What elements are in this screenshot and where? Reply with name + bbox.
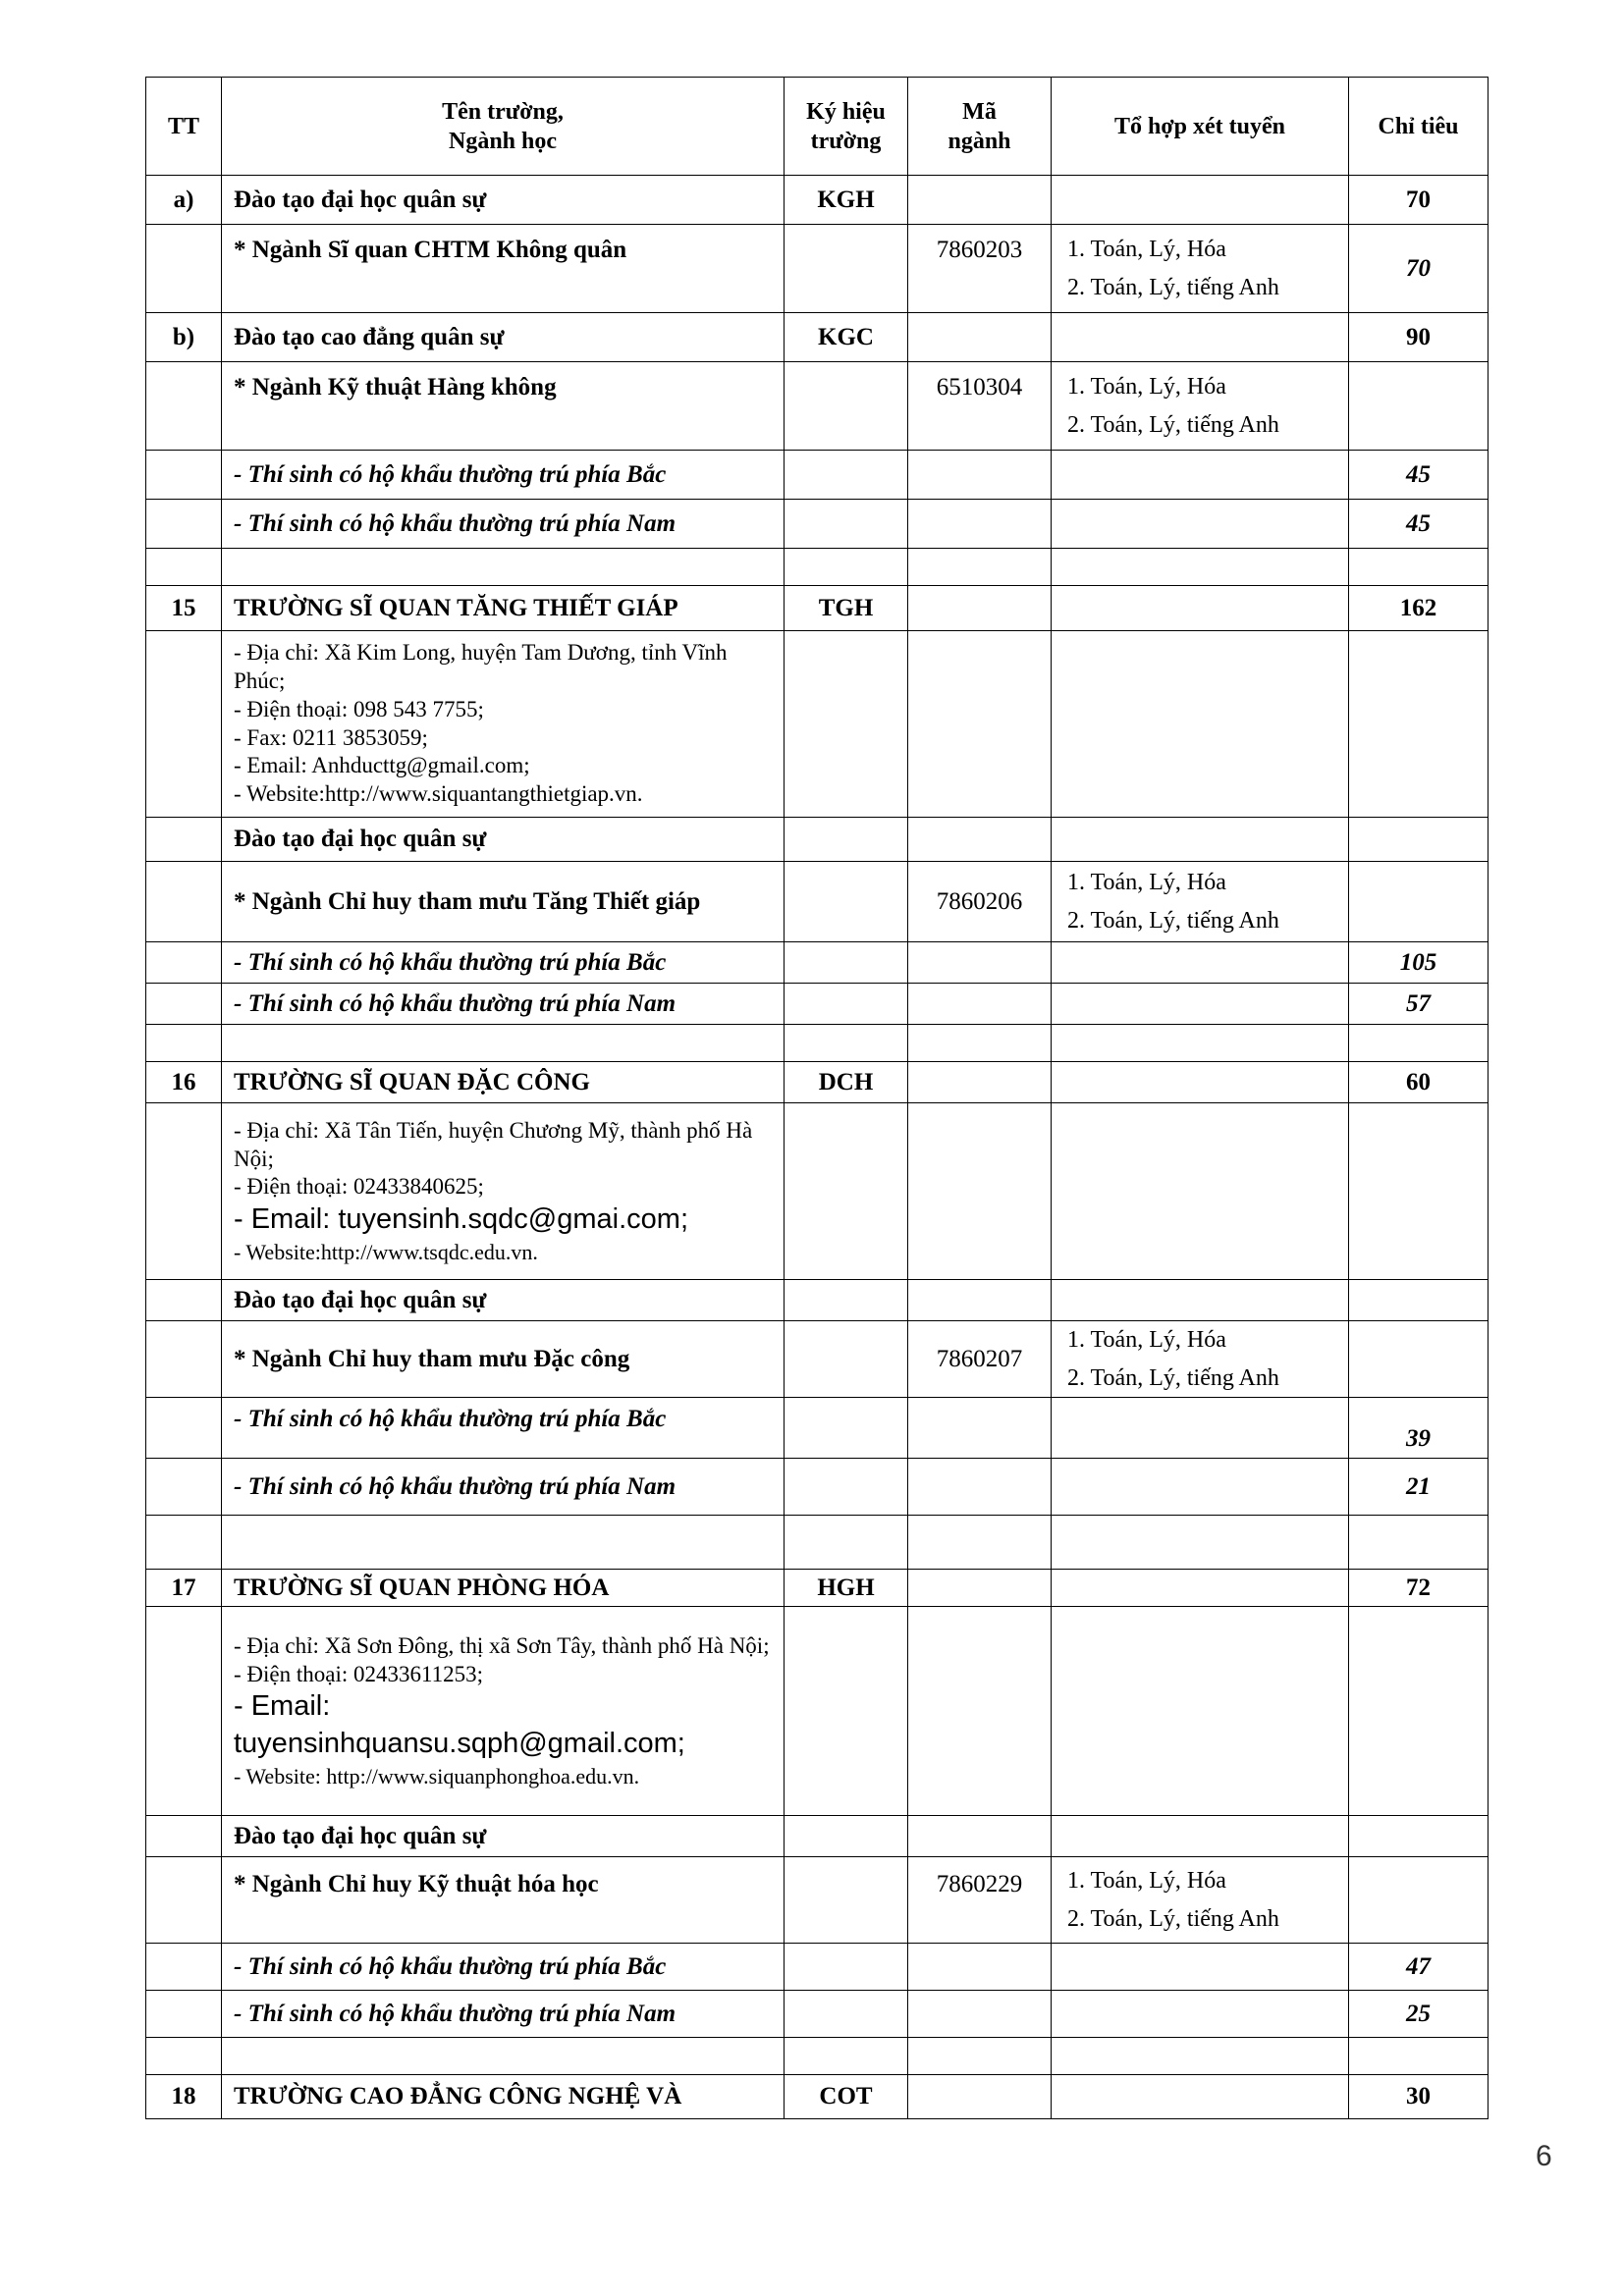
contact-info [222, 1607, 785, 1816]
school-tt: 17 [146, 1570, 222, 1607]
school-quota: 162 [1349, 586, 1489, 631]
website: - Website:http://www.siquantangthietgiap.vn. [234, 781, 643, 806]
region-south: - Thí sinh có hộ khẩu thường trú phía Nam [222, 1991, 785, 2038]
region-south: - Thí sinh có hộ khẩu thường trú phía Nam [222, 984, 785, 1025]
school-name: TRƯỜNG SĨ QUAN TĂNG THIẾT GIÁP [222, 586, 785, 631]
school-name: TRƯỜNG CAO ĐẲNG CÔNG NGHỆ VÀ [222, 2075, 785, 2119]
school-code: DCH [785, 1062, 908, 1103]
level-label: Đào tạo đại học quân sự [222, 1280, 785, 1321]
email: - Email: tuyensinh.sqdc@gmai.com; [234, 1203, 688, 1236]
school-row [146, 1570, 1489, 1607]
empty-row [146, 1516, 1489, 1570]
address: - Địa chỉ: Xã Tân Tiến, huyện Chương Mỹ, thành phố Hà Nội; [234, 1117, 753, 1171]
header-school-code: Ký hiệu trường [785, 78, 908, 176]
combo-cell: 1. Toán, Lý, Hóa 2. Toán, Lý, tiếng Anh [1052, 1857, 1349, 1944]
email: - Email: tuyensinhquansu.sqph@gmail.com; [234, 1690, 685, 1759]
table-row [146, 862, 1489, 942]
row-code: KGH [785, 176, 908, 225]
school-tt: 16 [146, 1062, 222, 1103]
admissions-table [145, 77, 1489, 2119]
table-row [146, 984, 1489, 1025]
header-school-name: Tên trường, Ngành học [222, 78, 785, 176]
table-row [146, 818, 1489, 862]
combo-cell: 1. Toán, Lý, Hóa 2. Toán, Lý, tiếng Anh [1052, 862, 1349, 942]
level-label: Đào tạo đại học quân sự [222, 818, 785, 862]
major-name: * Ngành Chỉ huy tham mưu Đặc công [222, 1321, 785, 1398]
row-quota: 47 [1349, 1944, 1489, 1991]
school-name: TRƯỜNG SĨ QUAN PHÒNG HÓA [222, 1570, 785, 1607]
website: - Website: http://www.siquanphonghoa.edu.vn. [234, 1763, 640, 1789]
major-code: 7860203 [908, 225, 1052, 313]
website: - Website:http://www.tsqdc.edu.vn. [234, 1239, 538, 1264]
empty-row [146, 549, 1489, 586]
major-name: * Ngành Kỹ thuật Hàng không [222, 362, 785, 451]
major-name: * Ngành Chỉ huy Kỹ thuật hóa học [222, 1857, 785, 1944]
table-row [146, 1944, 1489, 1991]
school-row [146, 1062, 1489, 1103]
level-label: Đào tạo đại học quân sự [222, 1816, 785, 1857]
header-quota: Chỉ tiêu [1349, 78, 1489, 176]
major-code: 7860229 [908, 1857, 1052, 1944]
table-row [146, 942, 1489, 984]
row-name: Đào tạo cao đẳng quân sự [222, 313, 785, 362]
row-quota: 105 [1349, 942, 1489, 984]
header-combo: Tổ hợp xét tuyển [1052, 78, 1349, 176]
school-code: HGH [785, 1570, 908, 1607]
combo-cell: 1. Toán, Lý, Hóa 2. Toán, Lý, tiếng Anh [1052, 362, 1349, 451]
page-number: 6 [1536, 2140, 1552, 2172]
school-code: COT [785, 2075, 908, 2119]
contact-row [146, 1607, 1489, 1816]
header-major-code: Mã ngành [908, 78, 1052, 176]
email: - Email: Anhducttg@gmail.com; [234, 753, 530, 778]
row-quota: 70 [1349, 176, 1489, 225]
table-row [146, 1991, 1489, 2038]
table-header [146, 78, 1489, 176]
row-quota: 39 [1349, 1398, 1489, 1459]
region-north: - Thí sinh có hộ khẩu thường trú phía Bắc [222, 1398, 785, 1459]
school-tt: 18 [146, 2075, 222, 2119]
table-row [146, 362, 1489, 451]
table-row [146, 1857, 1489, 1944]
phone: - Điện thoại: 02433840625; [234, 1174, 484, 1200]
table-row [146, 500, 1489, 549]
region-north: - Thí sinh có hộ khẩu thường trú phía Bắc [222, 1944, 785, 1991]
row-code: KGC [785, 313, 908, 362]
row-quota: 45 [1349, 500, 1489, 549]
region-south: - Thí sinh có hộ khẩu thường trú phía Nam [222, 500, 785, 549]
table-row [146, 1816, 1489, 1857]
row-quota: 21 [1349, 1459, 1489, 1516]
school-quota: 60 [1349, 1062, 1489, 1103]
fax: - Fax: 0211 3853059; [234, 724, 428, 750]
row-tt: a) [146, 176, 222, 225]
phone: - Điện thoại: 02433611253; [234, 1661, 484, 1686]
contact-info [222, 1103, 785, 1280]
major-name: * Ngành Sĩ quan CHTM Không quân [222, 225, 785, 313]
school-tt: 15 [146, 586, 222, 631]
school-row [146, 2075, 1489, 2119]
table-row [146, 1459, 1489, 1516]
contact-row [146, 1103, 1489, 1280]
major-name: * Ngành Chỉ huy tham mưu Tăng Thiết giáp [222, 862, 785, 942]
row-quota: 25 [1349, 1991, 1489, 2038]
table-row [146, 313, 1489, 362]
address: - Địa chỉ: Xã Sơn Đông, thị xã Sơn Tây, thành phố Hà Nội; [234, 1632, 770, 1658]
table-row [146, 176, 1489, 225]
table-row [146, 1280, 1489, 1321]
table-row [146, 1398, 1489, 1459]
school-row [146, 586, 1489, 631]
region-north: - Thí sinh có hộ khẩu thường trú phía Bắc [222, 942, 785, 984]
empty-row [146, 1025, 1489, 1062]
row-quota: 57 [1349, 984, 1489, 1025]
table-row [146, 225, 1489, 313]
school-name: TRƯỜNG SĨ QUAN ĐẶC CÔNG [222, 1062, 785, 1103]
major-code: 7860206 [908, 862, 1052, 942]
combo-cell: 1. Toán, Lý, Hóa 2. Toán, Lý, tiếng Anh [1052, 225, 1349, 313]
empty-row [146, 2038, 1489, 2075]
school-quota: 72 [1349, 1570, 1489, 1607]
combo-cell: 1. Toán, Lý, Hóa 2. Toán, Lý, tiếng Anh [1052, 1321, 1349, 1398]
row-name: Đào tạo đại học quân sự [222, 176, 785, 225]
address: - Địa chỉ: Xã Kim Long, huyện Tam Dương, tỉnh Vĩnh Phúc; [234, 640, 728, 693]
header-tt: TT [146, 78, 222, 176]
major-code: 6510304 [908, 362, 1052, 451]
row-quota: 45 [1349, 451, 1489, 500]
table-row [146, 1321, 1489, 1398]
table-row [146, 451, 1489, 500]
school-code: TGH [785, 586, 908, 631]
row-quota: 70 [1349, 225, 1489, 313]
region-south: - Thí sinh có hộ khẩu thường trú phía Nam [222, 1459, 785, 1516]
row-tt: b) [146, 313, 222, 362]
row-quota: 90 [1349, 313, 1489, 362]
phone: - Điện thoại: 098 543 7755; [234, 696, 484, 721]
school-quota: 30 [1349, 2075, 1489, 2119]
region-north: - Thí sinh có hộ khẩu thường trú phía Bắc [222, 451, 785, 500]
contact-row [146, 631, 1489, 818]
contact-info [222, 631, 785, 818]
major-code: 7860207 [908, 1321, 1052, 1398]
